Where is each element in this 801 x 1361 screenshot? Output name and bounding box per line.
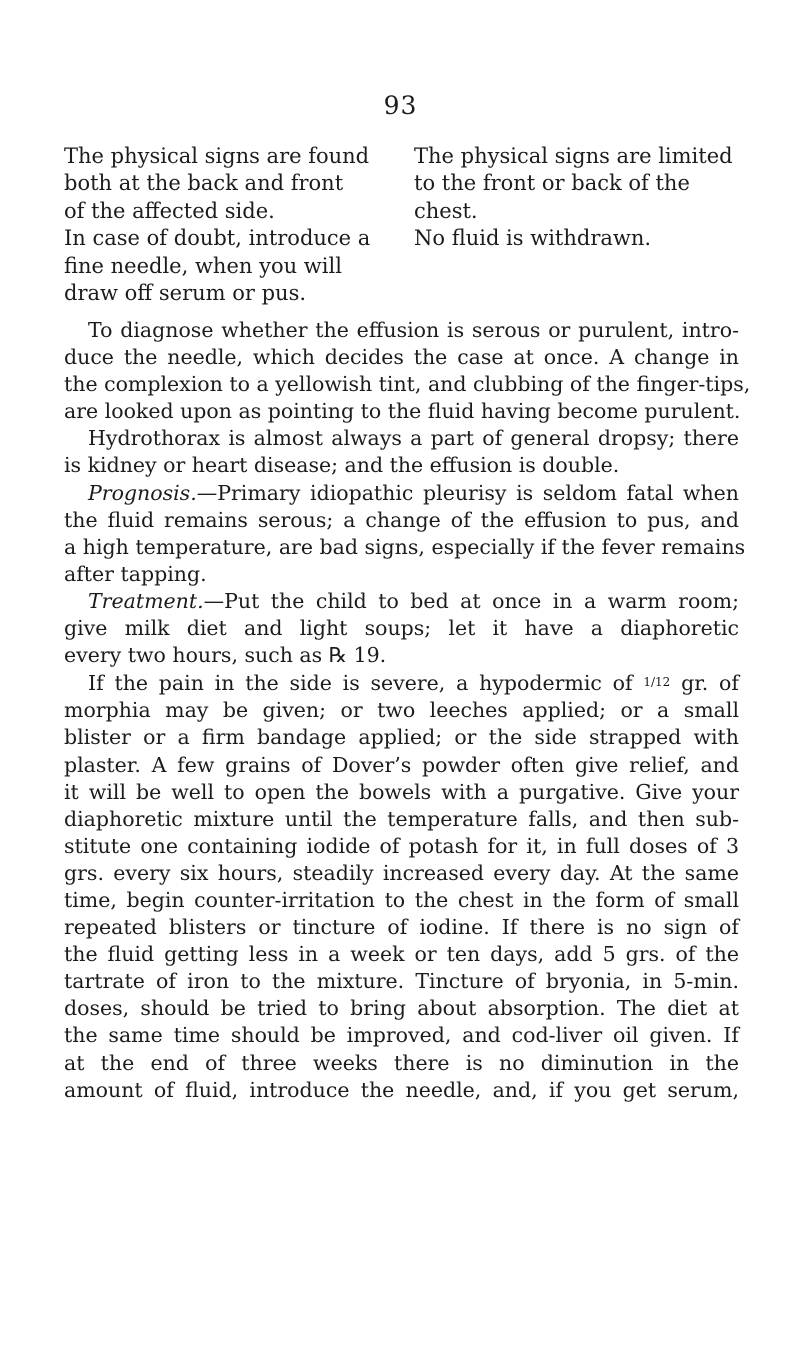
right-column-line: chest. — [414, 198, 478, 223]
paragraph-diagnosis — [64, 317, 751, 480]
text-line: after tapping. — [64, 561, 207, 586]
text-run: —Put the child to bed at once in a warm room; — [203, 588, 739, 613]
text-line: blister or a firm bandage applied; or the side strapped with — [64, 725, 739, 750]
treatment-heading: Treatment. — [88, 588, 204, 613]
text-line: Hydrothorax is almost always a part of general dropsy; there — [88, 426, 739, 451]
text-line: duce the needle, which decides the case at once. A change in — [64, 345, 739, 370]
text-line: give milk diet and light soups; let it have a diaphoretic — [64, 616, 739, 641]
text-line: every two hours, such as ℞ 19. — [64, 643, 387, 668]
text-line: tartrate of iron to the mixture. Tincture of bryonia, in 5-min. — [64, 969, 739, 994]
right-column-line: No fluid is withdrawn. — [414, 226, 652, 251]
left-column-line: fine needle, when you will — [64, 253, 342, 278]
text-line: is kidney or heart disease; and the effusion is double. — [64, 453, 620, 478]
text-line: grs. every six hours, steadily increased every day. At the same — [64, 860, 739, 885]
text-line: it will be well to open the bowels with a purgative. Give your — [64, 779, 739, 804]
right-column-line: to the front or back of the — [414, 171, 690, 196]
left-column-line: both at the back and front — [64, 171, 344, 196]
text-line: To diagnose whether the effusion is serous or purulent, intro- — [88, 318, 739, 342]
right-column — [414, 143, 754, 253]
text-line: amount of fluid, introduce the needle, and, if you get serum, — [64, 1077, 739, 1102]
text-line: doses, should be tried to bring about absorption. The diet at — [64, 996, 739, 1021]
text-line: repeated blisters or tincture of iodine. If there is no sign of — [64, 915, 739, 940]
paragraph-prognosis — [64, 480, 746, 588]
left-column-line: draw off serum or pus. — [64, 281, 307, 306]
text-line — [64, 669, 739, 697]
right-column-line: The physical signs are limited — [414, 144, 733, 168]
text-line: stitute one containing iodide of potash for it, in full doses of 3 — [64, 833, 739, 858]
left-column-line: The physical signs are found — [64, 144, 370, 168]
left-column-line: In case of doubt, introduce a — [64, 226, 371, 251]
text-run: —Primary idiopathic pleurisy is seldom fatal when — [196, 480, 739, 505]
text-line: a high temperature, are bad signs, especially if the fever remains — [64, 534, 746, 559]
text-line: are looked upon as pointing to the fluid having become purulent. — [64, 399, 741, 424]
paragraph-pain-relief — [64, 669, 739, 1104]
body-text — [64, 317, 751, 1104]
text-line: at the end of three weeks there is no diminution in the — [64, 1050, 739, 1075]
text-line: morphia may be given; or two leeches applied; or a small — [64, 698, 739, 723]
text-line — [64, 480, 739, 507]
text-line: the fluid getting less in a week or ten days, add 5 grs. of the — [64, 942, 739, 967]
text-line: plaster. A few grains of Dover’s powder often give relief, and — [64, 752, 739, 777]
fraction: 1/12 — [643, 675, 671, 690]
text-line: diaphoretic mixture until the temperature falls, and then sub- — [64, 806, 739, 831]
text-line: the same time should be improved, and cod-liver oil given. If — [64, 1023, 739, 1048]
text-line: the complexion to a yellowish tint, and clubbing of the finger-tips, — [64, 372, 751, 397]
text-run: gr. of — [681, 671, 739, 696]
prognosis-heading: Prognosis. — [88, 480, 197, 505]
left-column-line: of the affected side. — [64, 198, 275, 223]
left-column — [64, 143, 404, 307]
text-line — [64, 588, 739, 615]
text-line: the fluid remains serous; a change of the effusion to pus, and — [64, 507, 739, 532]
paragraph-treatment — [64, 588, 739, 669]
text-line: time, begin counter-irritation to the chest in the form of small — [64, 887, 739, 912]
text-run: If the pain in the side is severe, a hypodermic of — [88, 671, 633, 696]
page-number: 93 — [383, 91, 418, 120]
